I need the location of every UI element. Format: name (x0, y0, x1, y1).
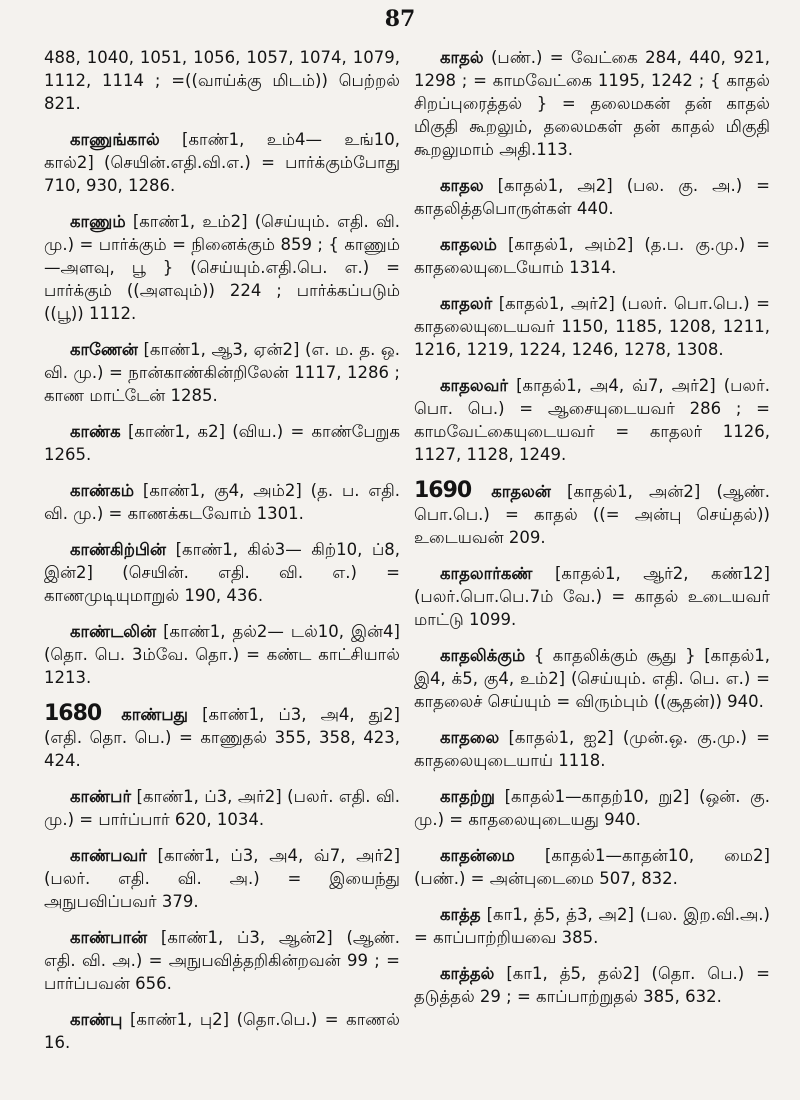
dictionary-entry (44, 210, 400, 325)
dictionary-entry (414, 562, 770, 631)
entry-headword: காதலவர் (440, 376, 509, 395)
right-column (414, 46, 770, 1021)
dictionary-entry (414, 46, 770, 161)
dictionary-entry (414, 479, 770, 549)
page-number: 87 (384, 6, 416, 32)
entry-definition: [காதல்1, அம்2] (த.ப. கு.மு.) = காதலையுடையோம் 1314. (414, 235, 770, 277)
entry-headword: காண்பான் (70, 928, 148, 947)
entry-definition: [காதல்1, அன்2] (ஆண். பொ.பெ.) = காதல் ((= அன்பு செய்தல்)) உடையவன் 209. (414, 482, 771, 547)
entry-headword: காதலம் (440, 235, 497, 254)
dictionary-entry (44, 538, 400, 607)
entry-headword: காதலர் (440, 294, 493, 313)
entry-definition: { காதலிக்கும் சூது } [காதல்1, இ4, க்5, கு4, உம்2] (செய்யும். எதி. பெ. எ.) = காதலைச் செய்யும் = விரும்பும் ((சூதன்)) 940. (414, 646, 771, 711)
entry-definition: [காண்1, ப்3, அ4, வ்7, அர்2] (பலர். எதி. வி. அ.) = இயைந்து அநுபவிப்பவர் 379. (44, 846, 401, 911)
entry-headword: காண்கிற்பின் (70, 540, 166, 559)
entry-headword: காண்பவர் (70, 846, 147, 865)
entry-definition: [கா1, த்5, தல்2] (தொ. பெ.) = தடுத்தல் 29 ; = காப்பாற்றுதல் 385, 632. (414, 964, 770, 1006)
entry-definition: [காதல்1, ஆர்2, கண்12] (பலர்.பொ.பெ.7ம் வே.) = காதல் உடையவர் மாட்டு 1099. (414, 564, 770, 629)
entry-headword: காதலன் (491, 482, 551, 501)
dictionary-entry (414, 292, 770, 361)
entry-definition: [காண்1, பு2] (தொ.பெ.) = காணல் 16. (44, 1010, 401, 1052)
entry-headword: காதன்மை (440, 846, 515, 865)
dictionary-entry (414, 903, 770, 949)
dictionary-entry (44, 844, 400, 913)
entry-headword: காத்த (440, 905, 481, 924)
entry-headword: காதலை (440, 728, 500, 747)
entry-headword: காணேன் (70, 340, 138, 359)
dictionary-entry (414, 644, 770, 713)
dictionary-entry (44, 338, 400, 407)
dictionary-entry (44, 46, 400, 115)
entry-definition: [காண்1, உம்4— உங்10, கால்2] (செயின்.எதி.வி.எ.) = பார்க்கும்போது 710, 930, 1286. (44, 130, 401, 195)
dictionary-entry (44, 128, 400, 197)
entry-definition: [காண்1, ப்3, அ4, து2] (எதி. தொ. பெ.) = காணுதல் 355, 358, 423, 424. (44, 705, 400, 770)
entry-number-marker: 1680 (44, 701, 102, 726)
entry-definition: [காதல்1—காதன்10, மை2] (பண்.) = அன்புடைமை 507, 832. (414, 846, 770, 888)
entry-definition: [காதல்1—காதற்10, று2] (ஒன். கு. மு.) = காதலையுடையது 940. (414, 787, 770, 829)
entry-definition: [காண்1, ஆ3, ஏன்2] (எ. ம. த. ஒ. வி. மு.) = நான்காண்கின்றிலேன் 1117, 1286 ; காண மாட்டேன் 1285. (44, 340, 400, 405)
entry-definition: [காதல்1, அ2] (பல. கு. அ.) = காதலித்தபொருள்கள் 440. (414, 176, 770, 218)
entry-definition: [கா1, த்5, த்3, அ2] (பல. இற.வி.அ.) = காப்பாற்றியவை 385. (414, 905, 770, 947)
entry-number-marker: 1690 (414, 478, 472, 503)
dictionary-entry (44, 479, 400, 525)
entry-headword: காண்க (70, 422, 121, 441)
entry-definition: [காதல்1, ஐ2] (முன்.ஒ. கு.மு.) = காதலையுடையாய் 1118. (414, 728, 770, 770)
entry-definition: [காண்1, உம்2] (செய்யும். எதி. வி. மு.) = பார்க்கும் = நினைக்கும் 859 ; { காணும்—அளவு, பூ } (செய்யும்.எதி.பெ. எ.) = பார்க்கும் ((அளவும்)) 224 ; பார்க்கப்படும் ((பூ)) 1112. (44, 212, 400, 323)
entry-headword: காண்பது (121, 705, 188, 724)
entry-headword: காணுங்கால் (70, 130, 160, 149)
entry-headword: காதலார்கண் (440, 564, 533, 583)
dictionary-entry (44, 1008, 400, 1054)
dictionary-entry (414, 233, 770, 279)
dictionary-entry (414, 174, 770, 220)
entry-headword: காண்டலின் (70, 622, 157, 641)
dictionary-entry (414, 726, 770, 772)
dictionary-entry (44, 702, 400, 772)
entry-headword: காண்கம் (70, 481, 135, 500)
entry-headword: காண்பு (70, 1010, 123, 1029)
entry-definition: [காண்1, ப்3, ஆன்2] (ஆண். எதி. வி. அ.) = அநுபவித்தறிகின்றவன் 99 ; = பார்ப்பவன் 656. (44, 928, 401, 993)
entry-definition: [காதல்1, அர்2] (பலர். பொ.பெ.) = காதலையுடையவர் 1150, 1185, 1208, 1211, 1216, 1219, 1224, 1246, 1278, 1308. (414, 294, 770, 359)
entry-headword: காதல் (440, 48, 484, 67)
entry-definition: [காண்1, ப்3, அர்2] (பலர். எதி. வி. மு.) = பார்ப்பார் 620, 1034. (44, 787, 401, 829)
dictionary-entry (414, 785, 770, 831)
left-column (44, 46, 400, 1067)
entry-headword: காதலிக்கும் (440, 646, 526, 665)
entry-headword: காண்பர் (70, 787, 132, 806)
entry-definition: 488, 1040, 1051, 1056, 1057, 1074, 1079, 1112, 1114 ; =((வாய்க்கு மிடம்)) பெற்றல் 821. (44, 48, 400, 113)
entry-headword: காதல (440, 176, 484, 195)
dictionary-entry (44, 785, 400, 831)
entry-headword: காதற்று (440, 787, 495, 806)
entry-headword: காணும் (70, 212, 126, 231)
entry-definition: [காண்1, கு4, அம்2] (த. ப. எதி. வி. மு.) = காணக்கடவோம் 1301. (44, 481, 401, 523)
entry-definition: (பண்.) = வேட்கை 284, 440, 921, 1298 ; = காமவேட்கை 1195, 1242 ; { காதல் சிறப்புரைத்தல் } = தலைமகன் தன் காதல் மிகுதி கூறலும், தலைமகள் தன் காதல் மிகுதி கூறலுமாம் அதி.113. (414, 48, 770, 159)
entry-headword: காத்தல் (440, 964, 495, 983)
dictionary-entry (44, 926, 400, 995)
dictionary-entry (414, 844, 770, 890)
dictionary-entry (414, 962, 770, 1008)
entry-definition: [காண்1, தல்2— டல்10, இன்4] (தொ. பெ. 3ம்வே. தொ.) = கண்ட காட்சியால் 1213. (44, 622, 400, 687)
entry-definition: [காதல்1, அ4, வ்7, அர்2] (பலர். பொ. பெ.) = ஆசையுடையவர் 286 ; = காமவேட்கையுடையவர் = காதலர் 1126, 1127, 1128, 1249. (414, 376, 770, 464)
dictionary-entry (44, 620, 400, 689)
dictionary-entry (44, 420, 400, 466)
dictionary-entry (414, 374, 770, 466)
entry-definition: [காண்1, கில்3— கிற்10, ப்8, இன்2] (செயின். எதி. வி. எ.) = காணமுடியுமாறுல் 190, 436. (44, 540, 400, 605)
entry-definition: [காண்1, க2] (விய.) = காண்பேறுக 1265. (44, 422, 400, 464)
